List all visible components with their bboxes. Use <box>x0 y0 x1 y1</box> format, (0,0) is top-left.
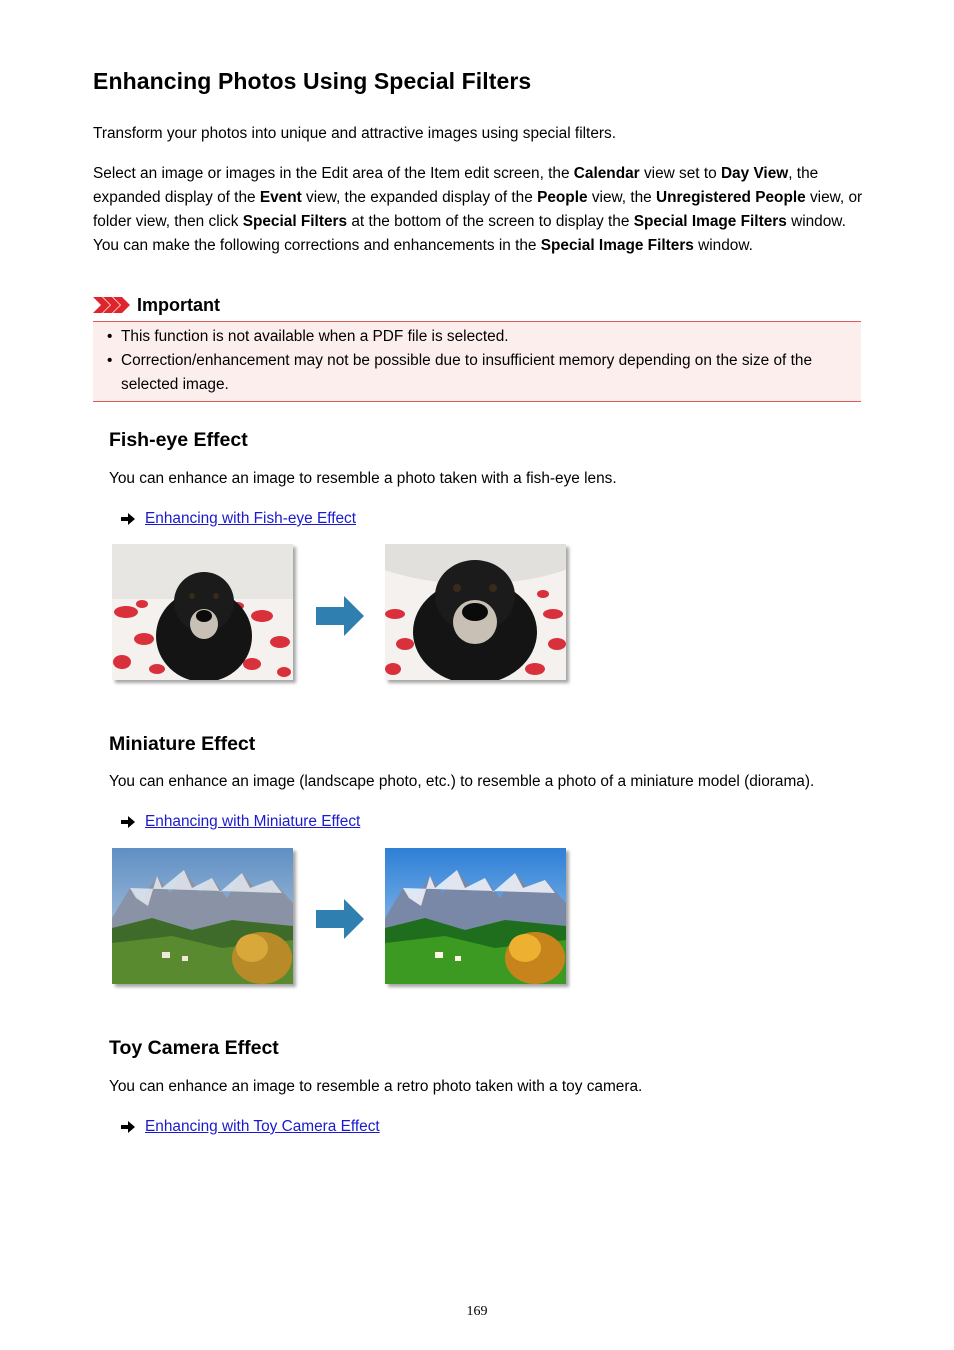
link-fish-eye-effect[interactable]: Enhancing with Fish-eye Effect <box>145 510 357 527</box>
section-description: You can enhance an image (landscape photo, etc.) to resemble a photo of a miniature model (diorama). <box>109 773 815 790</box>
important-item: • This function is not available when a PDF file is selected. <box>107 325 861 349</box>
big-right-arrow-icon <box>316 899 364 939</box>
important-list <box>93 322 861 397</box>
photo-dog-fish-eye <box>385 544 566 680</box>
section-heading-toy-camera: Toy Camera Effect <box>109 1037 279 1059</box>
right-arrow-icon <box>121 513 135 525</box>
link-toy-camera-effect[interactable]: Enhancing with Toy Camera Effect <box>145 1118 380 1135</box>
section-heading-fish-eye: Fish-eye Effect <box>109 429 248 451</box>
important-box <box>93 321 861 402</box>
link-row <box>121 1115 380 1139</box>
section-heading-miniature: Miniature Effect <box>109 733 256 755</box>
link-row <box>121 810 360 834</box>
section-description: You can enhance an image to resemble a retro photo taken with a toy camera. <box>109 1078 643 1095</box>
triple-chevron-icon <box>93 297 131 313</box>
big-right-arrow-icon <box>316 596 364 636</box>
photo-dog-original <box>112 544 293 680</box>
page-number: 169 <box>466 1304 488 1319</box>
photo-landscape-miniature <box>385 848 566 984</box>
instructions-paragraph: Select an image or images in the Edit area of the Item edit screen, the Calendar view set to Day View, the expanded display of the Event view, the expanded display of the People view, the Unregistered People view, or folder view, then click Special Filters at the bottom of the screen to display the Special Image Filters window. You can make the following corrections and enhancements in the Special Image Filters window. <box>93 165 863 254</box>
important-label: Important <box>137 294 220 315</box>
photo-landscape-original <box>112 848 293 984</box>
right-arrow-icon <box>121 1121 135 1133</box>
important-item: • Correction/enhancement may not be possible due to insufficient memory depending on the size of the selected image. <box>107 349 846 397</box>
link-row <box>121 507 356 531</box>
right-arrow-icon <box>121 816 135 828</box>
link-miniature-effect[interactable]: Enhancing with Miniature Effect <box>145 813 361 830</box>
page-title: Enhancing Photos Using Special Filters <box>93 68 532 94</box>
important-header <box>93 292 220 318</box>
intro-text: Transform your photos into unique and attractive images using special filters. <box>93 125 616 142</box>
section-description: You can enhance an image to resemble a photo taken with a fish-eye lens. <box>109 470 617 487</box>
